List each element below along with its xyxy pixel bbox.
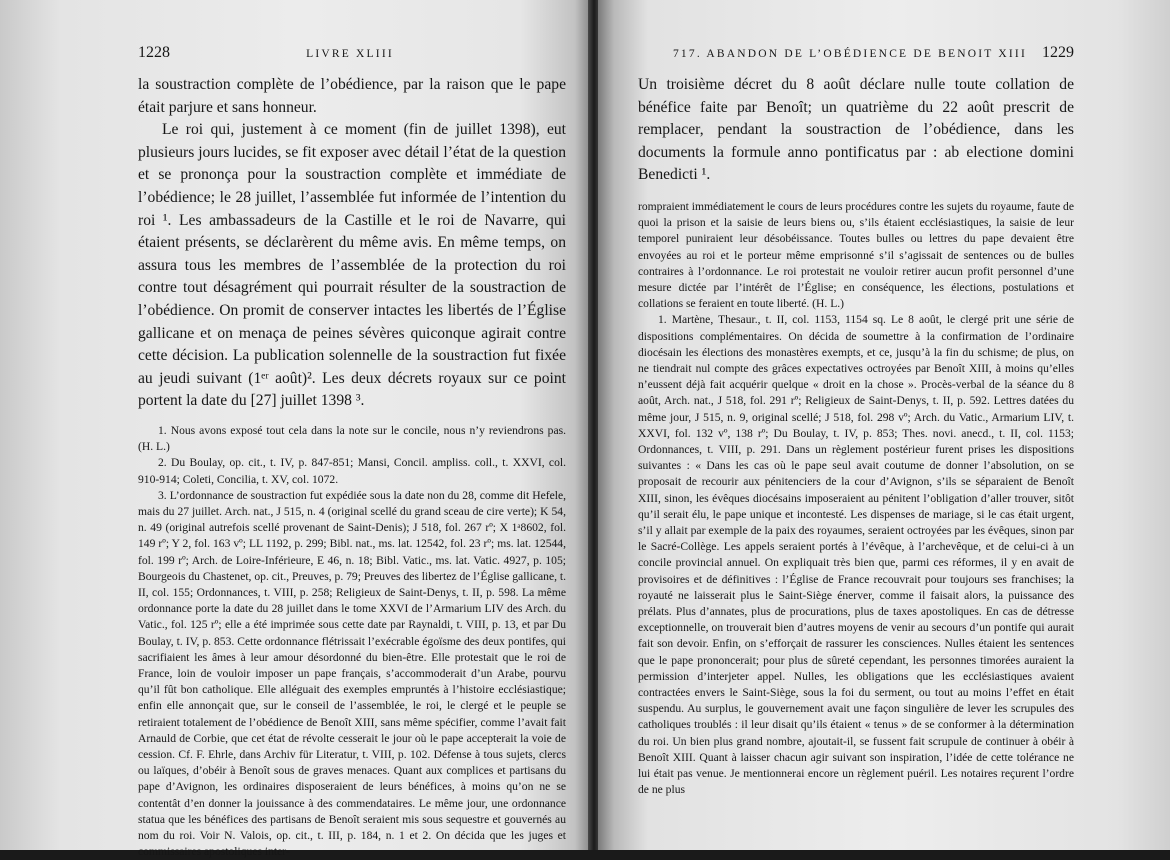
left-page-number: 1228	[138, 44, 170, 61]
right-paragraph-1: Un troisième décret du 8 août déclare nulle toute collation de bénéfice faite par Benoît; un quatrième du 22 août prescrit de remplacer, pendant la soustraction de l’obédience, dans les documents la formule anno pontificatus par : ab electione domini Benedicti ¹.	[638, 76, 1074, 184]
left-paragraph-2: Le roi qui, justement à ce moment (fin de juillet 1398), eut plusieurs jours lucides, se fit exposer avec détail l’état de la question et se prononça pour la soustraction complète et immédiate de l’obédience; le 28 juillet, l’assemblée fut informée de l’intention du roi ¹. Les ambassadeurs de la Castille et le roi de Navarre, qui étaient présents, se déclarèrent du même avis. En même temps, on assura tous les membres de l’assemblée de la protection du roi contre tout désagrément qui pourrait résulter de la soustraction de l’obédience. On promit de conserver intactes les libertés de l’Église gallicane et on menaça de peines sévères quiconque agirait contre cette décision. La publication solennelle de la soustraction fut fixée au jeudi suivant (1ᵉʳ août)². Les deux décrets royaux sur ce point portent la date du [27] juillet 1398 ³.	[138, 121, 566, 410]
left-page-header	[138, 44, 566, 70]
right-footnote-1: 1. Martène, Thesaur., t. II, col. 1153, 1154 sq. Le 8 août, le clergé prit une série de dispositions complémentaires. On décida de soumettre à la confirmation de l’ordinaire diocésain les élections des monastères exempts, et ce, jusqu’à la fin du schisme; de plus, on ne tiendrait nul compte des grâces expectatives octroyées par Benoît XIII, à moins qu’elles n’eussent déjà fait acquérir quelque « droit en la chose ». Procès-verbal de la séance du 8 août, Arch. nat., J 518, fol. 291 rº; Religieux de Saint-Denys, t. II, p. 592. Lettres datées du même jour, J 515, n. 9, original scellé; J 518, fol. 298 vº; Arch. du Vatic., Armarium LIV, t. XXVI, fol. 132 vº, 138 rº; Du Boulay, t. IV, p. 853; Thes. novi. anecd., t. II, col. 1153; Ordonnances, t. VIII, p. 291. Dans un règlement postérieur furent prises les dispositions suivantes : « Dans les cas où le pape seul avait coutume de donner l’absolution, on se proposait de recourir aux pénitenciers de la cour d’Avignon, s’ils se séparaient de Benoît XIII, sinon, les évêques diocésains imposeraient au pénitent l’obligation d’aller trouver, sitôt qu’il serait élu, le pape unique et incontesté. Les dispenses de mariage, si le cas était urgent, s’il y allait par exemple de la paix des royaumes, seraient octroyées par les évêques, sinon par le Sacré-Collège. Les appels seraient portés à l’évêque, à l’archevêque, et de celui-ci à un concile provincial annuel. On expliquait très bien que, parmi ces réformes, il y en avait de provisoires et de définitives : l’Église de France recouvrait pour toujours ses franchises; la royauté ne laisserait plus le Saint-Siège énerver, comme il faisait alors, la puissance des prélats. Plus d’annates, plus de procurations, plus de taxes apostoliques. En cas de détresse exceptionnelle, on trouverait bien d’autres moyens de venir au secours d’un pontife qui aurait fait son devoir. Enfin, on s’efforçait de rassurer les consciences. Nulles étaient les sentences que le pape prononcerait; pour plus de sûreté cependant, les personnes timorées auraient la permission d’interjeter appel. Nulles, les obligations que les ecclésiastiques avaient contractées envers le Saint-Siège, sous la foi du serment, ou tout au moins l’effet en était suspendu. Au surplus, le gouvernement avait une façon singulière de lever les scrupules des catholiques troublés : il leur disait qu’ils étaient « tenus » de se conformer à la détermination du roi. Un bien plus grand nombre, ajoutait-il, se fussent fait scrupule de continuer à obéir à Benoît XIII. Quant à laisser chacun agir suivant son inspiration, l’idée de cette tolérance ne lui était pas venue. Je mentionnerai encore un règlement puéril. Les notaires reçurent l’ordre de ne plus	[638, 313, 1074, 797]
left-footnote-3: 3. L’ordonnance de soustraction fut expédiée sous la date non du 28, comme dit Hefele, mais du 27 juillet. Arch. nat., J 515, n. 4 (original scellé du grand sceau de cire verte); K 54, n. 49 (original autrefois scellé provenant de Saint-Denis); J 518, fol. 267 rº; X 1ᵃ8602, fol. 149 rº; Y 2, fol. 163 vº; LL 1192, p. 299; Bibl. nat., ms. lat. 12542, fol. 23 rº; ms. lat. 12544, fol. 199 rº; Arch. de Loire-Inférieure, E 46, n. 18; Bibl. Vatic., ms. lat. Vatic. 4927, p. 105; Bourgeois du Chastenet, op. cit., Preuves, p. 79; Preuves des libertez de l’Église gallicane, t. II, col. 155; Ordonnances, t. VIII, p. 258; Religieux de Saint-Denys, t. II, p. 598. La même ordonnance porte la date du 28 juillet dans le tome XXVI de l’Armarium LIV des Arch. du Vatic., fol. 125 rº; elle a été imprimée sous cette date par Raynaldi, t. VIII, p. 13, et par Du Boulay, t. IV, p. 853. Cette ordonnance flétrissait l’exécrable égoïsme des deux pontifes, qui sacrifiaient les âmes à leur amour désordonné du bien-être. Elle protestait que le roi de France, loin de vouloir imposer un pape français, s’accommoderait d’un Arabe, pourvu qu’il fût bon catholique. Elle alléguait des exemples empruntés à l’histoire ecclésiastique; enfin elle annonçait que, sur le conseil de l’assemblée, le roi, le clergé et le peuple se retiraient totalement de l’obédience de Benoît XIII, sans même spécifier, comme l’avait fait Arnauld de Corbie, que cet état de révolte cesserait le jour où le pape accepterait la voie de cession. Cf. F. Ehrle, dans Archiv für Literatur, t. VIII, p. 102. Défense à tous sujets, clercs ou laïques, d’obéir à Benoît sous de graves menaces. Quant aux complices et partisans du pape d’Avignon, les ordinaires disposeraient de leurs bénéfices, à moins qu’on ne se contentât d’en donner la jouissance à des commendataires. Le même jour, une ordonnance statua que les bénéfices des partisans de Benoît seraient mis sous sequestre et gouvernés au nom du roi. Voir N. Valois, op. cit., t. III, p. 184, n. 1 et 2. On décida que les juges et commissaires apostoliques inter-	[138, 488, 567, 859]
left-footnote-1: 1. Nous avons exposé tout cela dans la note sur le concile, nous n’y reviendrons pas. (H. L.)	[138, 423, 566, 454]
left-paragraph-1: la soustraction complète de l’obédience, par la raison que le pape était parjure et sans honneur.	[138, 76, 566, 116]
right-page	[598, 0, 1170, 850]
right-page-header	[638, 44, 1074, 70]
left-footnotes	[138, 423, 566, 860]
right-footnotes	[638, 199, 1074, 799]
right-footnote-continuation: rompraient immédiatement le cours de leurs procédures contre les sujets du royaume, faute de quoi la prison et la saisie de leurs biens ou, s’ils étaient ecclésiastiques, la saisie de leur temporel puniraient leur désobéissance. Toutes bulles ou lettres du pape devaient être envoyées au roi et le porteur même emprisonné s’il s’agissait de sentences ou de bulles contraires à l’ordonnance. Le roi protestait ne vouloir retirer aucun profit personnel d’une mesure dictée par l’intérêt de l’Église; en conséquence, les élections, postulations et collations se feraient en toute liberté. (H. L.)	[638, 199, 1074, 311]
right-body-text	[638, 74, 1074, 187]
left-footnote-2: 2. Du Boulay, op. cit., t. IV, p. 847-851; Mansi, Concil. ampliss. coll., t. XXVI, col. 910-914; Coleti, Concilia, t. XV, col. 1072.	[138, 456, 566, 486]
right-running-head: 717. ABANDON DE L’OBÉDIENCE DE BENOIT XIII	[672, 48, 1027, 60]
left-body-text	[138, 74, 566, 413]
left-running-head: LIVRE XLIII	[306, 48, 394, 60]
right-page-number: 1229	[1041, 44, 1074, 61]
